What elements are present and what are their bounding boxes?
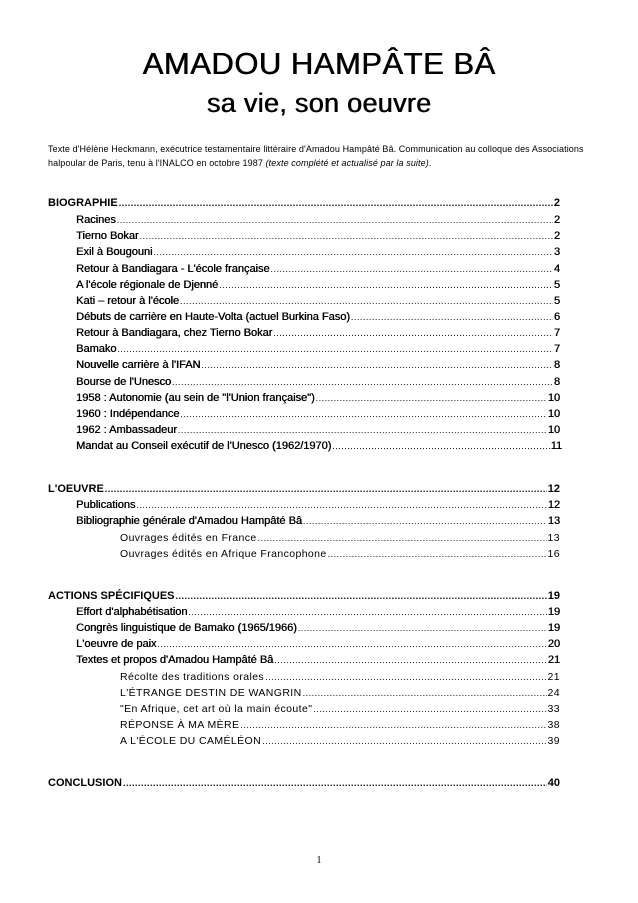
toc-leader-dots — [153, 247, 552, 257]
toc-entry-label: Bibliographie générale d'Amadou Hampâté Bâ — [76, 515, 302, 527]
toc-leader-dots — [313, 704, 546, 714]
toc-entry[interactable] — [76, 279, 560, 291]
toc-leader-dots — [157, 639, 546, 649]
document-subtitle: sa vie, son oeuvre — [206, 88, 432, 118]
toc-entry[interactable] — [76, 622, 560, 634]
toc-leader-dots — [172, 377, 553, 387]
toc-leader-dots — [219, 280, 553, 290]
toc-entry-label: Racines — [76, 214, 116, 226]
toc-entry-label: "En Afrique, cet art où la main écoute" — [120, 703, 313, 715]
toc-entry-label: A L'ÉCOLE DU CAMÉLÉON — [120, 735, 262, 747]
intro-note: (texte complété et actualisé par la suite) — [265, 158, 429, 168]
toc-entry-label: Congrès linguistique de Bamako (1965/1966) — [76, 622, 297, 634]
toc-entry-page: 10 — [547, 392, 560, 404]
toc-entry-label: Nouvelle carrière à l'IFAN — [76, 359, 201, 371]
toc-entry[interactable] — [76, 246, 560, 258]
toc-entry-page: 21 — [547, 671, 560, 683]
toc-entry-page: 8 — [553, 359, 560, 371]
toc-entry-page: 19 — [547, 622, 560, 634]
toc-entry[interactable] — [76, 359, 560, 371]
toc-entry-label: Ouvrages édités en France — [120, 532, 257, 544]
toc-entry[interactable] — [76, 440, 562, 452]
toc-leader-dots — [240, 720, 546, 730]
toc-entry-label: Exil à Bougouni — [76, 246, 153, 258]
toc-leader-dots — [117, 344, 553, 354]
toc-entry[interactable] — [76, 230, 560, 242]
toc-entry-page: 13 — [547, 532, 560, 544]
toc-entry[interactable] — [120, 532, 560, 544]
toc-entry[interactable] — [76, 606, 560, 618]
toc-entry[interactable] — [76, 214, 560, 226]
toc-leader-dots — [178, 425, 547, 435]
toc-entry[interactable] — [48, 483, 560, 495]
intro-end: . — [428, 158, 432, 168]
toc-entry-label: L'OEUVRE — [48, 483, 104, 495]
toc-entry-page: 12 — [547, 499, 560, 511]
toc-entry-page: 20 — [547, 638, 560, 650]
toc-entry[interactable] — [120, 703, 560, 715]
toc-entry[interactable] — [120, 687, 560, 699]
toc-entry-label: Retour à Bandiagara, chez Tierno Bokar — [76, 327, 273, 339]
toc-entry[interactable] — [48, 197, 560, 209]
toc-leader-dots — [180, 409, 546, 419]
toc-entry-page: 16 — [547, 548, 560, 560]
toc-leader-dots — [176, 591, 547, 601]
toc-entry[interactable] — [76, 263, 560, 275]
toc-entry-label: BIOGRAPHIE — [48, 197, 118, 209]
toc-entry[interactable] — [76, 295, 560, 307]
toc-leader-dots — [328, 549, 547, 559]
toc-entry-page: 38 — [547, 719, 560, 731]
toc-entry[interactable] — [76, 654, 560, 666]
toc-entry-label: A l'école régionale de Djenné — [76, 279, 219, 291]
toc-leader-dots — [298, 623, 547, 633]
toc-leader-dots — [119, 198, 553, 208]
toc-leader-dots — [265, 672, 546, 682]
toc-entry-page: 10 — [547, 408, 560, 420]
toc-leader-dots — [201, 360, 553, 370]
toc-entry-label: Récolte des traditions orales — [120, 671, 265, 683]
intro-paragraph — [48, 142, 596, 170]
toc-entry[interactable] — [76, 408, 560, 420]
toc-entry[interactable] — [76, 327, 560, 339]
toc-leader-dots — [271, 264, 553, 274]
toc-leader-dots — [262, 736, 546, 746]
toc-leader-dots — [123, 778, 547, 788]
toc-entry-page: 2 — [553, 214, 560, 226]
toc-entry-page: 7 — [553, 343, 560, 355]
toc-entry-page: 11 — [550, 440, 562, 452]
toc-entry-label: Bourse de l'Unesco — [76, 376, 172, 388]
toc-leader-dots — [188, 607, 546, 617]
toc-entry-page: 5 — [553, 295, 560, 307]
toc-entry-page: 2 — [553, 230, 560, 242]
document-title: AMADOU HAMPÂTE BÂ — [142, 46, 496, 81]
toc-leader-dots — [303, 688, 547, 698]
toc-entry[interactable] — [76, 424, 560, 436]
toc-entry[interactable] — [76, 376, 560, 388]
toc-entry-label: CONCLUSION — [48, 777, 122, 789]
toc-entry[interactable] — [48, 590, 560, 602]
toc-entry-page: 19 — [547, 590, 560, 602]
toc-entry-page: 24 — [547, 687, 560, 699]
toc-entry-label: RÉPONSE À MA MÈRE — [120, 719, 240, 731]
toc-entry-label: Mandat au Conseil exécutif de l'Unesco (1962/1970) — [76, 440, 332, 452]
toc-entry-label: Textes et propos d'Amadou Hampâté Bâ — [76, 654, 274, 666]
toc-leader-dots — [117, 215, 553, 225]
toc-entry-page: 13 — [547, 515, 560, 527]
intro-text: Texte d'Hélène Heckmann, exécutrice testamentaire littéraire d'Amadou Hampâté Bâ. Communication au colloque des Associations halpoular de Paris, tenu à l'INALCO en octobre 1987 — [48, 144, 584, 168]
toc-entry-page: 10 — [547, 424, 560, 436]
toc-entry-page: 3 — [553, 246, 560, 258]
toc-leader-dots — [316, 393, 547, 403]
toc-entry-page: 6 — [553, 311, 560, 323]
toc-entry-page: 21 — [547, 654, 560, 666]
toc-entry-page: 39 — [547, 735, 560, 747]
toc-entry-label: Ouvrages édités en Afrique Francophone — [120, 548, 327, 560]
toc-leader-dots — [105, 484, 547, 494]
toc-entry-label: 1958 : Autonomie (au sein de "l'Union française") — [76, 392, 315, 404]
toc-entry-page: 40 — [547, 777, 560, 789]
toc-entry-label: L'ÉTRANGE DESTIN DE WANGRIN — [120, 687, 302, 699]
toc-entry[interactable] — [120, 719, 560, 731]
toc-entry-page: 4 — [553, 263, 560, 275]
toc-entry-label: Bamako — [76, 343, 117, 355]
toc-entry-page: 2 — [553, 197, 560, 209]
toc-entry-page: 7 — [553, 327, 560, 339]
toc-leader-dots — [258, 533, 547, 543]
toc-entry-label: Publications — [76, 499, 136, 511]
toc-entry-label: 1962 : Ambassadeur — [76, 424, 177, 436]
toc-entry[interactable] — [76, 343, 560, 355]
toc-leader-dots — [273, 328, 553, 338]
toc-entry-label: Kati – retour à l'école — [76, 295, 179, 307]
toc-entry[interactable] — [76, 515, 560, 527]
toc-entry[interactable] — [120, 671, 560, 683]
toc-entry[interactable] — [76, 392, 560, 404]
toc-entry-label: ACTIONS SPÉCIFIQUES — [48, 590, 175, 602]
toc-entry-label: Retour à Bandiagara - L'école française — [76, 263, 270, 275]
toc-entry[interactable] — [120, 548, 560, 560]
toc-entry-label: Effort d'alphabétisation — [76, 606, 188, 618]
toc-entry-label: Débuts de carrière en Haute-Volta (actuel Burkina Faso) — [76, 311, 350, 323]
toc-entry-label: 1960 : Indépendance — [76, 408, 180, 420]
toc-leader-dots — [332, 441, 549, 451]
toc-leader-dots — [351, 312, 553, 322]
toc-entry-label: Tierno Bokar — [76, 230, 139, 242]
toc-entry-page: 5 — [553, 279, 560, 291]
toc-entry-page: 8 — [553, 376, 560, 388]
toc-entry[interactable] — [76, 311, 560, 323]
toc-leader-dots — [140, 231, 553, 241]
toc-entry[interactable] — [76, 638, 560, 650]
toc-entry[interactable] — [76, 499, 560, 511]
toc-entry-label: L'oeuvre de paix — [76, 638, 157, 650]
toc-entry-page: 33 — [547, 703, 560, 715]
toc-entry-page: 12 — [547, 483, 560, 495]
toc-entry[interactable] — [48, 777, 560, 789]
toc-entry[interactable] — [120, 735, 560, 747]
toc-leader-dots — [180, 296, 553, 306]
toc-leader-dots — [136, 500, 546, 510]
toc-entry-page: 19 — [547, 606, 560, 618]
toc-leader-dots — [274, 655, 547, 665]
page-number: 1 — [316, 855, 322, 866]
toc-leader-dots — [303, 516, 547, 526]
